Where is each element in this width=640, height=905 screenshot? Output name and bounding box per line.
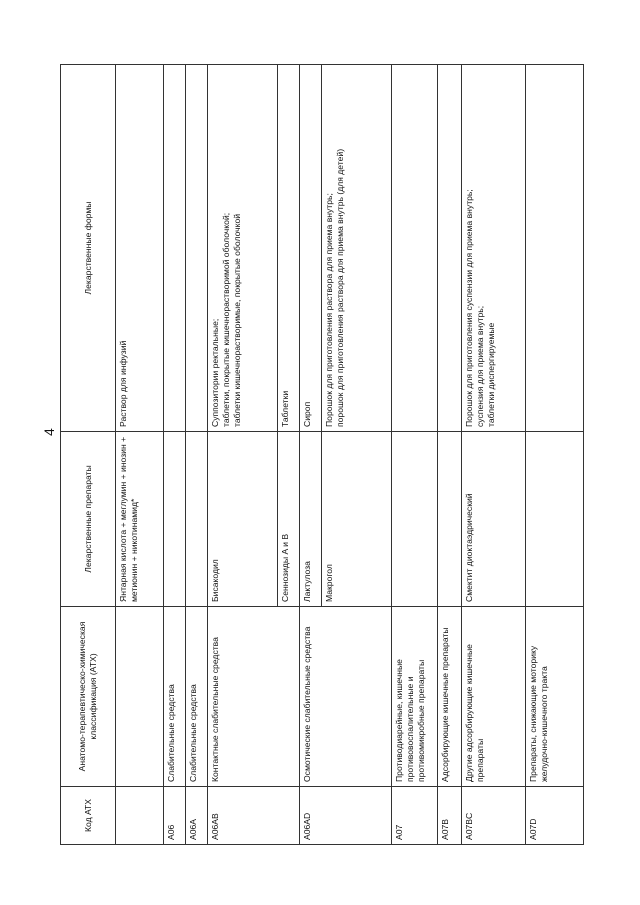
code-cell: A07BC	[462, 787, 526, 845]
code-cell: A06	[164, 787, 186, 845]
header-drugs: Лекарственные препараты	[61, 432, 116, 607]
table-row	[438, 65, 462, 845]
table-row	[392, 65, 438, 845]
drug-cell: Макрогол	[322, 432, 392, 607]
forms-cell	[116, 65, 164, 432]
header-atc: Анатомо-терапевтическо-химическая классификация (АТХ)	[61, 607, 116, 787]
table-header-row	[61, 65, 116, 845]
forms-cell	[208, 65, 278, 432]
atc-cell	[322, 607, 392, 787]
table-row	[186, 65, 208, 845]
header-forms: Лекарственные формы	[61, 65, 116, 432]
forms-cell	[278, 65, 300, 432]
atc-cell: Осмотические слабительные средства	[300, 607, 322, 787]
atc-cell: Слабительные средства	[186, 607, 208, 787]
code-cell: A07B	[438, 787, 462, 845]
drug-cell: Янтарная кислота + меглумин + инозин + метионин + никотинамид*	[116, 432, 164, 607]
forms-cell	[392, 65, 438, 432]
drug-cell: Лактулоза	[300, 432, 322, 607]
form-line: Суппозитории ректальные;	[210, 318, 220, 427]
atc-cell: Слабительные средства	[164, 607, 186, 787]
code-cell: A07	[392, 787, 438, 845]
drug-cell: Смектит диоктаэдрический	[462, 432, 526, 607]
code-cell	[116, 787, 164, 845]
forms-cell	[322, 65, 392, 432]
code-cell	[322, 787, 392, 845]
code-cell: A07D	[526, 787, 584, 845]
code-cell: A06AB	[208, 787, 278, 845]
atc-table	[60, 64, 584, 845]
table-row	[322, 65, 392, 845]
table-row	[278, 65, 300, 845]
table-row	[208, 65, 278, 845]
drug-cell: Сеннозиды A и B	[278, 432, 300, 607]
atc-cell: Препараты, снижающие моторику желудочно-кишечного тракта	[526, 607, 584, 787]
form-line: Таблетки	[280, 390, 290, 427]
drug-cell	[186, 432, 208, 607]
code-cell	[278, 787, 300, 845]
forms-cell	[300, 65, 322, 432]
drug-cell	[526, 432, 584, 607]
drug-cell	[438, 432, 462, 607]
drug-cell	[164, 432, 186, 607]
form-line: таблетки кишечнорастворимые, покрытые оболочкой	[232, 213, 242, 427]
table-row	[116, 65, 164, 845]
page-number: 4	[41, 428, 57, 436]
forms-cell	[462, 65, 526, 432]
atc-cell	[116, 607, 164, 787]
form-line: суспензия для приема внутрь;	[475, 305, 485, 427]
drug-cell: Бисакодил	[208, 432, 278, 607]
form-line: Порошок для приготовления суспензии для приема внутрь;	[464, 189, 474, 427]
form-line: Сироп	[302, 401, 312, 427]
atc-cell: Другие адсорбирующие кишечные препараты	[462, 607, 526, 787]
form-line: Порошок для приготовления раствора для приема внутрь;	[324, 193, 334, 427]
table-row	[526, 65, 584, 845]
drug-cell	[392, 432, 438, 607]
forms-cell	[526, 65, 584, 432]
table-row	[462, 65, 526, 845]
form-line: таблетки диспергируемые	[486, 322, 496, 427]
form-line: таблетки, покрытые кишечнорастворимой оболочкой;	[221, 212, 231, 427]
atc-cell: Контактные слабительные средства	[208, 607, 278, 787]
header-code: Код АТХ	[61, 787, 116, 845]
form-line: Раствор для инфузий	[118, 340, 128, 427]
rotated-table-container	[60, 65, 590, 845]
atc-cell: Адсорбирующие кишечные препараты	[438, 607, 462, 787]
code-cell: A06A	[186, 787, 208, 845]
forms-cell	[186, 65, 208, 432]
atc-cell: Противодиарейные, кишечные противовоспалительные и противомикробные препараты	[392, 607, 438, 787]
forms-cell	[438, 65, 462, 432]
form-line: порошок для приготовления раствора для приема внутрь (для детей)	[335, 148, 345, 427]
forms-cell	[164, 65, 186, 432]
atc-cell	[278, 607, 300, 787]
code-cell: A06AD	[300, 787, 322, 845]
table-row	[164, 65, 186, 845]
table-row	[300, 65, 322, 845]
